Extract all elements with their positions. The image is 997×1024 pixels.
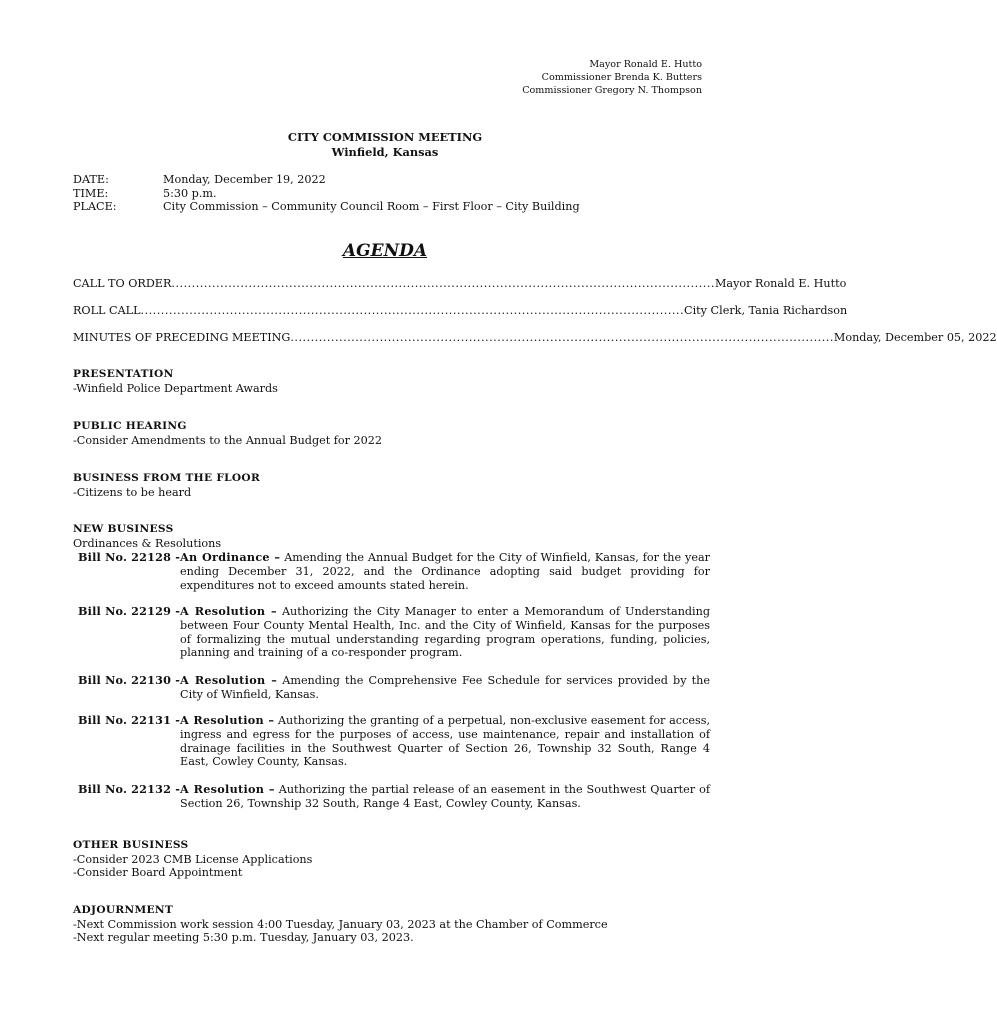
bill-description xyxy=(180,674,710,702)
call-to-order-value: Mayor Ronald E. Hutto xyxy=(714,277,847,290)
bill-number: Bill No. 22129 - xyxy=(78,604,181,618)
meeting-date-row xyxy=(73,173,580,187)
roll-call-row xyxy=(73,304,848,318)
meeting-place-row xyxy=(73,200,580,214)
bill-kind: A Resolution – xyxy=(180,673,278,687)
other-business-item: -Consider Board Appointment xyxy=(73,866,243,880)
bill-kind: A Resolution – xyxy=(180,604,277,618)
other-business-heading: OTHER BUSINESS xyxy=(73,839,189,851)
bill-22128 xyxy=(78,551,710,592)
adjournment-item: -Next Commission work session 4:00 Tuesday, January 03, 2023 at the Chamber of Commerce xyxy=(73,917,608,931)
bill-description xyxy=(180,783,710,811)
bill-22132 xyxy=(78,783,710,811)
business-floor-section xyxy=(73,472,713,499)
bill-text: Authorizing the City Manager to enter a Memorandum of Understanding between Four County Mental Health, Inc. and the City of Winfield, Kansas for the purposes of formalizing the mutual understanding regarding program operations, funding, policies, planning and training of a co-responder program. xyxy=(180,605,710,660)
bill-text: Amending the Annual Budget for the City of Winfield, Kansas, for the year ending December 31, 2022, and the Ordinance adopting said budget providing for expenditures not to exceed amounts stated herein. xyxy=(180,551,710,592)
leader-dots: ...................................................................................................................................... xyxy=(140,304,685,317)
minutes-label: MINUTES OF PRECEDING MEETING xyxy=(73,331,291,344)
bill-22129 xyxy=(78,605,710,660)
roll-call-label: ROLL CALL xyxy=(73,304,141,317)
place-label: PLACE: xyxy=(73,200,117,214)
call-to-order-label: CALL TO ORDER xyxy=(73,277,172,290)
date-value: Monday, December 19, 2022 xyxy=(163,173,326,186)
bill-kind: A Resolution – xyxy=(180,782,275,796)
bill-number: Bill No. 22131 - xyxy=(78,713,181,727)
ordinances-subheading: Ordinances & Resolutions xyxy=(73,536,222,550)
bill-description xyxy=(180,605,710,660)
bill-kind: An Ordinance – xyxy=(180,550,281,564)
date-label: DATE: xyxy=(73,173,109,186)
bill-kind: A Resolution – xyxy=(180,713,275,727)
business-floor-heading: BUSINESS FROM THE FLOOR xyxy=(73,472,261,484)
call-to-order-row xyxy=(73,277,847,291)
bill-number: Bill No. 22128 - xyxy=(78,550,181,564)
meeting-title: CITY COMMISSION MEETING xyxy=(287,130,483,144)
meeting-location: Winfield, Kansas xyxy=(331,145,439,159)
presentation-heading: PRESENTATION xyxy=(73,368,174,380)
bill-description xyxy=(180,551,710,592)
adjournment-item: -Next regular meeting 5:30 p.m. Tuesday, January 03, 2023. xyxy=(73,931,414,945)
meeting-time-row xyxy=(73,187,580,201)
officials-list xyxy=(522,58,702,97)
time-value: 5:30 p.m. xyxy=(163,186,217,200)
leader-dots: ...................................................................................................................................... xyxy=(290,331,834,344)
bill-number: Bill No. 22132 - xyxy=(78,782,181,796)
leader-dots: ...................................................................................................................................... xyxy=(171,277,715,290)
bill-text: Authorizing the granting of a perpetual, non-exclusive easement for access, ingress and egress for the purposes of access, use maintenance, repair and installation of drainage facilities in the Southwest Quarter of Section 26, Township 32 South, Range 4 East, Cowley County, Kansas. xyxy=(180,714,710,769)
presentation-section xyxy=(73,368,713,395)
meeting-title-block xyxy=(0,130,770,160)
official-commissioner-butters: Commissioner Brenda K. Butters xyxy=(541,72,702,83)
agenda-title: AGENDA xyxy=(342,241,428,261)
official-mayor: Mayor Ronald E. Hutto xyxy=(589,59,702,70)
public-hearing-item: -Consider Amendments to the Annual Budget for 2022 xyxy=(73,433,383,447)
business-floor-item: -Citizens to be heard xyxy=(73,485,192,499)
new-business-heading: NEW BUSINESS xyxy=(73,523,174,535)
minutes-value: Monday, December 05, 2022 xyxy=(833,331,997,344)
time-label: TIME: xyxy=(73,186,109,200)
bill-description xyxy=(180,714,710,769)
bill-number: Bill No. 22130 - xyxy=(78,673,181,687)
minutes-row xyxy=(73,331,997,345)
other-business-item: -Consider 2023 CMB License Applications xyxy=(73,852,313,866)
public-hearing-heading: PUBLIC HEARING xyxy=(73,420,187,432)
adjournment-section xyxy=(73,904,713,945)
bill-text: Amending the Comprehensive Fee Schedule for services provided by the City of Winfield, Kansas. xyxy=(180,674,710,701)
presentation-item: -Winfield Police Department Awards xyxy=(73,381,278,395)
bill-22131 xyxy=(78,714,710,769)
adjournment-heading: ADJOURNMENT xyxy=(73,904,174,916)
meeting-details xyxy=(73,173,580,214)
roll-call-value: City Clerk, Tania Richardson xyxy=(684,304,848,317)
place-value: City Commission – Community Council Room – First Floor – City Building xyxy=(163,200,580,214)
bill-text: Authorizing the partial release of an easement in the Southwest Quarter of Section 26, Township 32 South, Range 4 East, Cowley County, Kansas. xyxy=(180,783,710,810)
new-business-section xyxy=(73,523,713,550)
public-hearing-section xyxy=(73,420,713,447)
bill-22130 xyxy=(78,674,710,702)
other-business-section xyxy=(73,839,713,880)
official-commissioner-thompson: Commissioner Gregory N. Thompson xyxy=(522,85,702,96)
